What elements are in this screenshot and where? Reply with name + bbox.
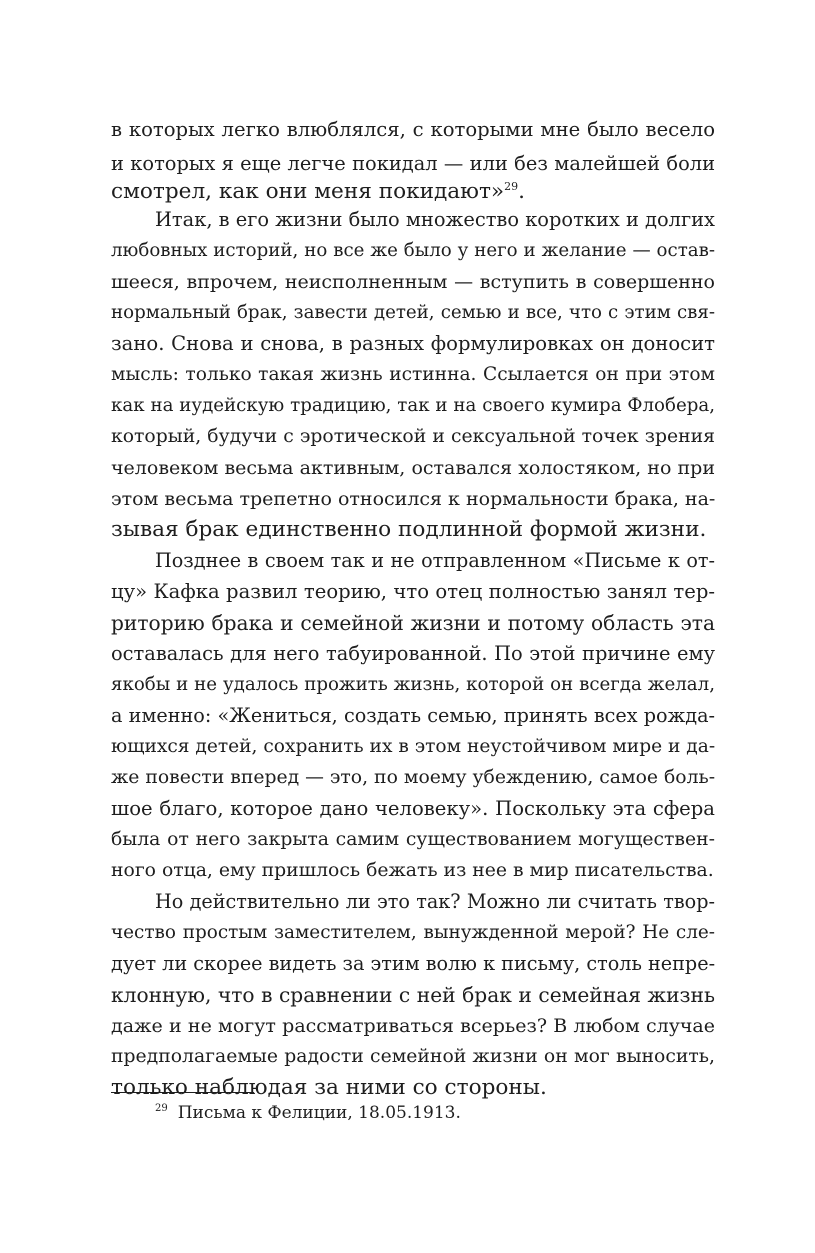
- text-line: же повести вперед — это, по моему убеждению, самое боль-: [111, 767, 716, 788]
- footnote-reference: 29: [504, 179, 519, 193]
- text-line: цу» Кафка развил теорию, что отец полностью занял тер-: [111, 580, 715, 603]
- text-line: чество простым заместителем, вынужденной мерой? Не сле-: [111, 922, 715, 943]
- text-line: даже и не могут рассматриваться всерьез? В любом случае: [111, 1015, 715, 1037]
- text-line: ющихся детей, сохранить их в этом неустойчивом мире и да-: [111, 736, 716, 757]
- text-line: который, будучи с эротической и сексуальной точек зрения: [111, 426, 715, 447]
- paragraph-first-line: Но действительно ли это так? Можно ли считать твор-: [155, 890, 715, 913]
- text-line: предполагаемые радости семейной жизни он мог выносить,: [111, 1046, 715, 1067]
- text-line: зано. Снова и снова, в разных формулировках он доносит: [111, 332, 715, 355]
- text-line: только наблюдая за ними со стороны.: [111, 1075, 547, 1100]
- text-line: была от него закрыта самим существованием могуществен-: [111, 829, 715, 850]
- footnote-divider: [111, 1092, 254, 1093]
- text-line: оставалась для него табуированной. По этой причине ему: [111, 642, 715, 665]
- footnote-text: Письма к Фелиции, 18.05.1913.: [177, 1103, 461, 1123]
- text-line: нормальный брак, завести детей, семью и все, что с этим свя-: [111, 302, 715, 323]
- paragraph-first-line: Позднее в своем так и не отправленном «Письме к от-: [155, 549, 715, 572]
- text-line: человеком весьма активным, оставался холостяком, но при: [111, 457, 715, 479]
- text-line: риторию брака и семейной жизни и потому область эта: [111, 611, 715, 635]
- text-line: любовных историй, но все же было у него и желание — остав-: [111, 240, 715, 261]
- footnote-reference-tail: .: [518, 179, 526, 204]
- footnote-number: 29: [155, 1103, 168, 1115]
- paragraph-first-line: Итак, в его жизни было множество коротких и долгих: [155, 208, 715, 231]
- text-line: как на иудейскую традицию, так и на своего кумира Флобера,: [111, 395, 715, 416]
- text-line: и которых я еще легче покидал — или без малейшей боли: [111, 152, 715, 175]
- text-line-content: смотрел, как они меня покидают»: [111, 179, 505, 204]
- text-line: шое благо, которое дано человеку». Поскольку эта сфера: [111, 797, 715, 820]
- footnote: [155, 1100, 461, 1126]
- text-line: ного отца, ему пришлось бежать из нее в мир писательства.: [111, 860, 714, 881]
- text-line: в которых легко влюблялся, с которыми мне было весело: [111, 118, 715, 141]
- text-line: зывая брак единственно подлинной формой жизни.: [111, 517, 707, 542]
- text-line: клонную, что в сравнении с ней брак и семейная жизнь: [111, 983, 715, 1007]
- text-line: дует ли скорее видеть за этим волю к письму, столь непре-: [111, 952, 716, 975]
- text-line: этом весьма трепетно относился к нормальности брака, на-: [111, 488, 716, 510]
- text-line: а именно: «Жениться, создать семью, принять всех рожда-: [111, 704, 715, 727]
- text-line: шееся, впрочем, неисполненным — вступить в совершенно: [111, 271, 715, 293]
- text-line: мысль: только такая жизнь истинна. Ссылается он при этом: [111, 364, 715, 385]
- text-line: якобы и не удалось прожить жизнь, которой он всегда желал,: [111, 674, 715, 695]
